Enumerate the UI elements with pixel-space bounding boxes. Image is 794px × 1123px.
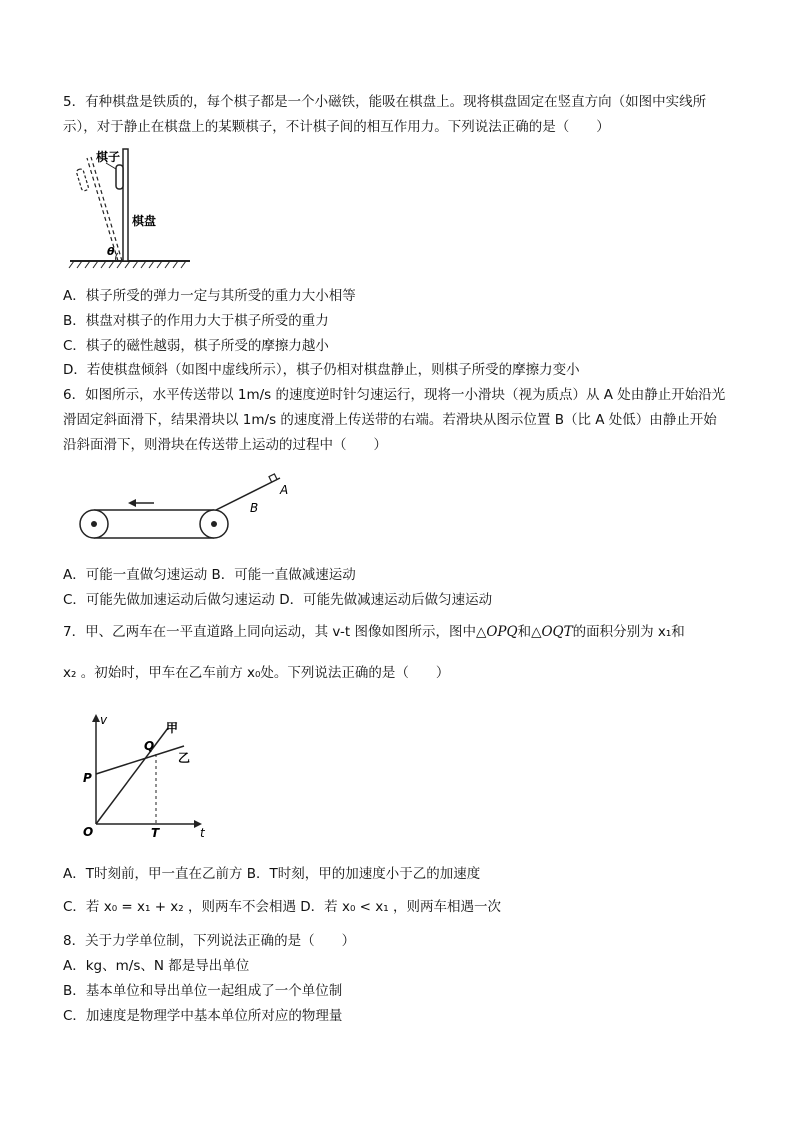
label-o: O [83, 825, 94, 839]
q5-figure [66, 145, 196, 270]
triangle-opq: △OPQ [475, 624, 518, 640]
q8-option-c: C．加速度是物理学中基本单位所对应的物理量 [63, 1008, 343, 1024]
label-b: B [250, 501, 259, 515]
q7-options-row2: C．若 x₀ = x₁ + x₂ ，则两车不会相遇 D．若 x₀ < x₁ ，则两车相遇一次 [63, 899, 501, 915]
q5-stem-line2: 示），对于静止在棋盘上的某颗棋子，不计棋子间的相互作用力。下列说法正确的是（ ） [63, 119, 610, 135]
q7-stem-part-a: 7．甲、乙两车在一平直道路上同向运动，其 v-t 图像如图所示，图中 [63, 624, 476, 640]
q7-stem-part-b: 和 [517, 624, 532, 640]
q5-option-a: A．棋子所受的弹力一定与其所受的重力大小相等 [63, 288, 356, 304]
q6-options-row1: A．可能一直做匀速运动 B．可能一直做减速运动 [63, 567, 356, 583]
label-a: A [280, 483, 289, 497]
line-yi [96, 746, 184, 774]
line-jia [96, 728, 168, 824]
label-t: t [200, 826, 205, 840]
chess-piece-dashed [76, 168, 89, 191]
q7-stem-part-c: 的面积分别为 x₁和 [572, 624, 685, 640]
incline [216, 478, 280, 510]
label-jia: 甲 [166, 721, 179, 735]
q6-stem-line3: 沿斜面滑下，则滑块在传送带上运动的过程中（ ） [63, 437, 387, 453]
q7-vt-graph [80, 712, 220, 840]
label-p: P [83, 771, 92, 785]
label-q: Q [144, 739, 155, 753]
label-t-point: T [151, 826, 160, 840]
chessboard-solid [123, 149, 128, 261]
label-yi: 乙 [178, 751, 191, 765]
q5-option-d: D．若使棋盘倾斜（如图中虚线所示），棋子仍相对棋盘静止，则棋子所受的摩擦力变小 [63, 362, 580, 378]
q8-option-b: B．基本单位和导出单位一起组成了一个单位制 [63, 983, 343, 999]
q6-stem-line2: 滑固定斜面滑下，结果滑块以 1m/s 的速度滑上传送带的右端。若滑块从图示位置 B（比 A 处低）由静止开始 [63, 412, 717, 428]
q8-option-a: A．kg、m/s、N 都是导出单位 [63, 958, 250, 974]
triangle-oqt: △OQT [531, 624, 573, 640]
label-piece: 棋子 [96, 150, 121, 164]
q6-options-row2: C．可能先做加速运动后做匀速运动 D．可能先做减速运动后做匀速运动 [63, 592, 493, 608]
label-v: v [100, 713, 108, 727]
q7-stem-line2: x₂ 。初始时，甲车在乙车前方 x₀处。下列说法正确的是（ ） [63, 665, 450, 681]
q5-stem-line1: 5．有种棋盘是铁质的，每个棋子都是一个小磁铁，能吸在棋盘上。现将棋盘固定在竖直方向（如图中实线所 [63, 94, 707, 110]
q5-option-b: B．棋盘对棋子的作用力大于棋子所受的重力 [63, 313, 329, 329]
q5-option-c: C．棋子的磁性越弱，棋子所受的摩擦力越小 [63, 338, 329, 354]
chess-piece [116, 165, 123, 189]
q7-stem-line1 [63, 623, 685, 641]
q7-options-row1: A．T时刻前，甲一直在乙前方 B．T时刻，甲的加速度小于乙的加速度 [63, 866, 481, 882]
q8-stem: 8．关于力学单位制，下列说法正确的是（ ） [63, 933, 356, 949]
q6-stem-line1: 6．如图所示，水平传送带以 1m/s 的速度逆时针匀速运行，现将一小滑块（视为质点）从 A 处由静止开始沿光 [63, 387, 726, 403]
label-theta: θ [107, 245, 115, 258]
q6-figure [74, 472, 294, 547]
label-board: 棋盘 [132, 214, 157, 228]
